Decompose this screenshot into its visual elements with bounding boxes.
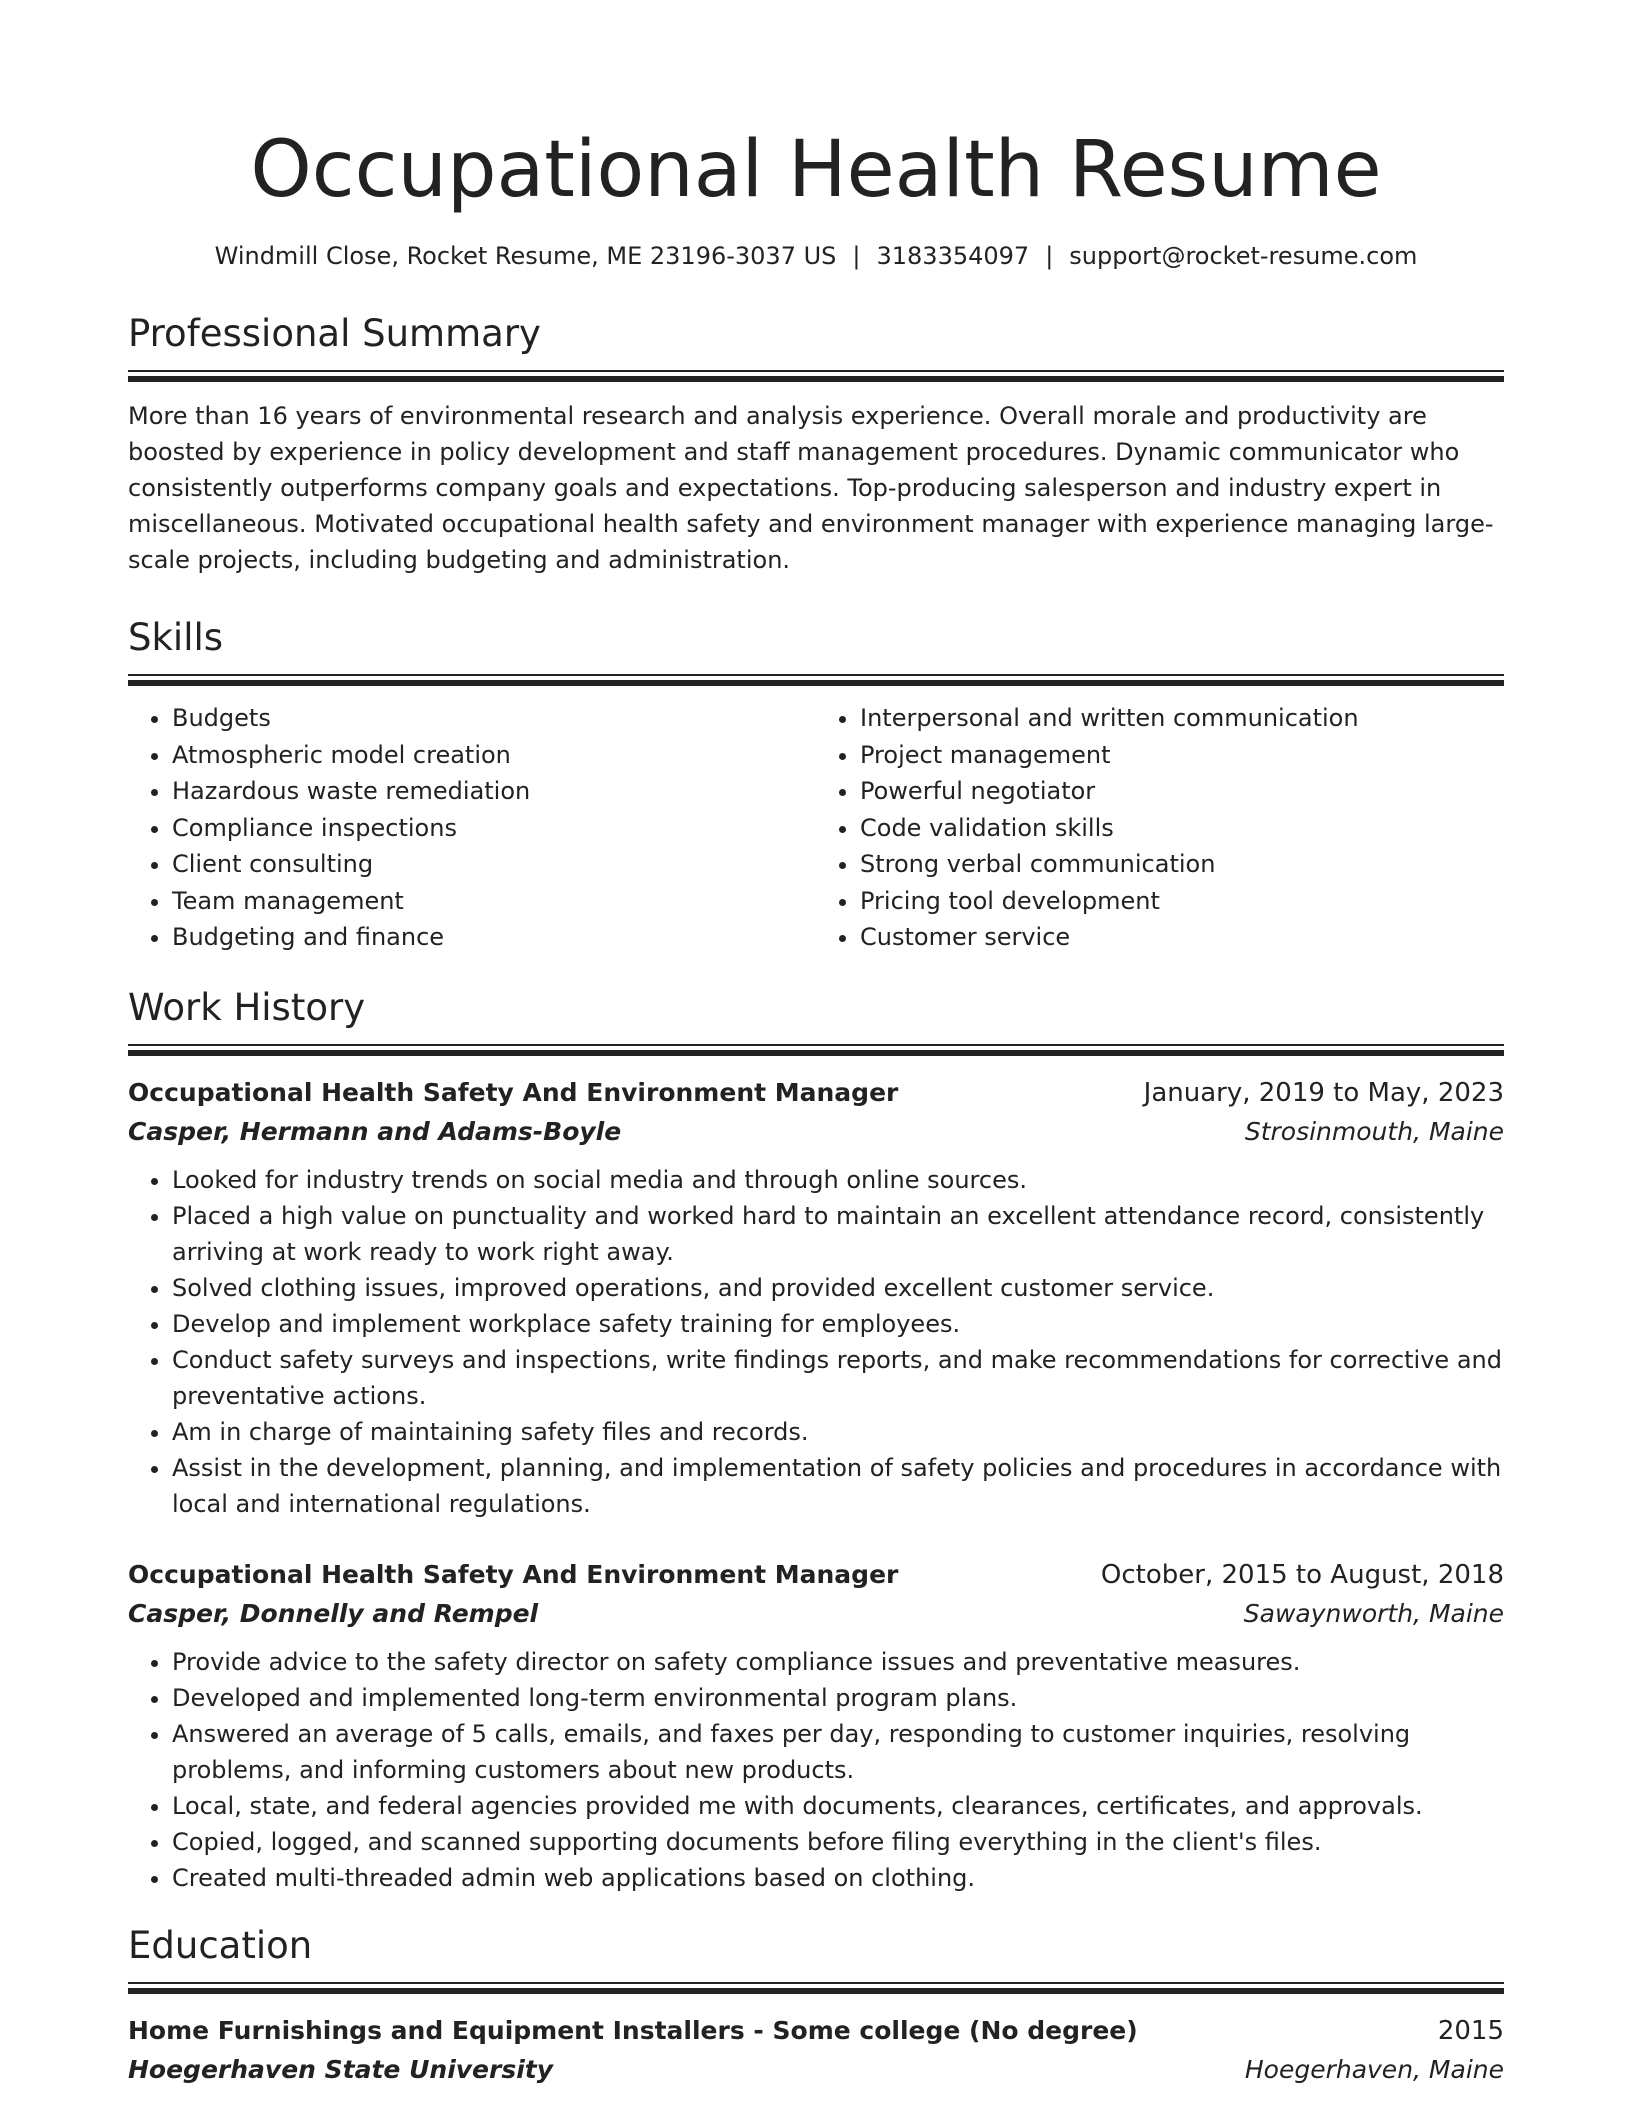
skill-item: • Client consulting <box>172 846 816 883</box>
job-bullets <box>128 1644 1504 1896</box>
education-section <box>128 1922 1504 2090</box>
section-heading: Work History <box>128 985 366 1029</box>
education-header <box>128 2012 1504 2050</box>
job-company: Casper, Hermann and Adams-Boyle <box>128 1116 622 1146</box>
skills-columns <box>128 700 1504 956</box>
skill-item: • Hazardous waste remediation <box>172 773 816 810</box>
section-heading: Education <box>128 1923 313 1967</box>
section-divider <box>128 370 1504 382</box>
contact-separator: | <box>1045 242 1054 270</box>
contact-separator: | <box>852 242 861 270</box>
skills-list-left <box>128 700 816 956</box>
job-header <box>128 1556 1504 1594</box>
skills-list-right <box>816 700 1504 956</box>
skill-item: • Team management <box>172 883 816 920</box>
summary-text: More than 16 years of environmental research and analysis experience. Overall morale and productivity are boosted by experience in policy development and staff management procedures. Dynamic communicator who consistently outperforms company goals and expectations. Top-producing salesperson and industry expert in miscellaneous. Motivated occupational health safety and environment manager with experience managing large-scale projects, including budgeting and administration. <box>128 402 1494 574</box>
job-dates: January, 2019 to May, 2023 <box>1143 1077 1504 1108</box>
job-location: Strosinmouth, Maine <box>1244 1116 1504 1146</box>
job-bullet: • Looked for industry trends on social media and through online sources. <box>172 1162 1504 1198</box>
resume-title: Occupational Health Resume <box>250 125 1382 215</box>
skill-item: • Compliance inspections <box>172 810 816 847</box>
contact-phone: 3183354097 <box>876 242 1030 270</box>
contact-email: support@rocket-resume.com <box>1069 242 1418 270</box>
skill-item: • Project management <box>860 737 1504 774</box>
job-company: Casper, Donnelly and Rempel <box>128 1598 539 1628</box>
section-divider <box>128 1044 1504 1056</box>
job-subheader <box>128 1594 1504 1634</box>
skills-section <box>128 614 1504 956</box>
skill-item: • Code validation skills <box>860 810 1504 847</box>
skill-item: • Interpersonal and written communication <box>860 700 1504 737</box>
skill-item: • Powerful negotiator <box>860 773 1504 810</box>
professional-summary-section <box>128 310 1504 578</box>
job-bullet: • Local, state, and federal agencies provided me with documents, clearances, certificates, and approvals. <box>172 1788 1504 1824</box>
section-heading: Skills <box>128 616 224 659</box>
job-entry <box>128 1074 1504 1522</box>
skill-item: • Pricing tool development <box>860 883 1504 920</box>
job-entry <box>128 1556 1504 1896</box>
skill-item: • Atmospheric model creation <box>172 737 816 774</box>
education-school: Hoegerhaven State University <box>128 2054 554 2084</box>
education-subheader <box>128 2050 1504 2090</box>
job-bullet: • Assist in the development, planning, and implementation of safety policies and procedures in accordance with local and international regulations. <box>172 1450 1504 1522</box>
job-subheader <box>128 1112 1504 1152</box>
job-bullet: • Am in charge of maintaining safety files and records. <box>172 1414 1504 1450</box>
job-bullet: • Develop and implement workplace safety training for employees. <box>172 1306 1504 1342</box>
job-bullet: • Solved clothing issues, improved operations, and provided excellent customer service. <box>172 1270 1504 1306</box>
skill-item: • Customer service <box>860 919 1504 956</box>
job-bullet: • Answered an average of 5 calls, emails, and faxes per day, responding to customer inquiries, resolving problems, and informing customers about new products. <box>172 1716 1504 1788</box>
education-location: Hoegerhaven, Maine <box>1244 2054 1504 2084</box>
job-location: Sawaynworth, Maine <box>1243 1598 1504 1628</box>
job-bullet: • Provide advice to the safety director on safety compliance issues and preventative measures. <box>172 1644 1504 1680</box>
work-history-section <box>128 984 1504 1896</box>
contact-address: Windmill Close, Rocket Resume, ME 23196-3037 US <box>214 242 837 270</box>
job-bullets <box>128 1162 1504 1522</box>
section-heading: Professional Summary <box>128 312 541 355</box>
job-bullet: • Placed a high value on punctuality and worked hard to maintain an excellent attendance record, consistently arriving at work ready to work right away. <box>172 1198 1504 1270</box>
education-year: 2015 <box>1437 2015 1504 2046</box>
job-bullet: • Created multi-threaded admin web applications based on clothing. <box>172 1860 1504 1896</box>
contact-line <box>128 240 1504 272</box>
job-title: Occupational Health Safety And Environment Manager <box>128 1077 899 1107</box>
job-bullet: • Developed and implemented long-term environmental program plans. <box>172 1680 1504 1716</box>
skill-item: • Budgeting and finance <box>172 919 816 956</box>
resume-page <box>128 0 1504 2090</box>
education-entry <box>128 2012 1504 2090</box>
education-degree: Home Furnishings and Equipment Installers - Some college (No degree) <box>128 2015 1138 2045</box>
skill-item: • Strong verbal communication <box>860 846 1504 883</box>
job-bullet: • Copied, logged, and scanned supporting documents before filing everything in the client's files. <box>172 1824 1504 1860</box>
section-divider <box>128 1982 1504 1994</box>
section-divider <box>128 674 1504 686</box>
job-header <box>128 1074 1504 1112</box>
job-dates: October, 2015 to August, 2018 <box>1100 1559 1504 1590</box>
job-title: Occupational Health Safety And Environment Manager <box>128 1559 899 1589</box>
skill-item: • Budgets <box>172 700 816 737</box>
job-bullet: • Conduct safety surveys and inspections, write findings reports, and make recommendations for corrective and preventative actions. <box>172 1342 1504 1414</box>
